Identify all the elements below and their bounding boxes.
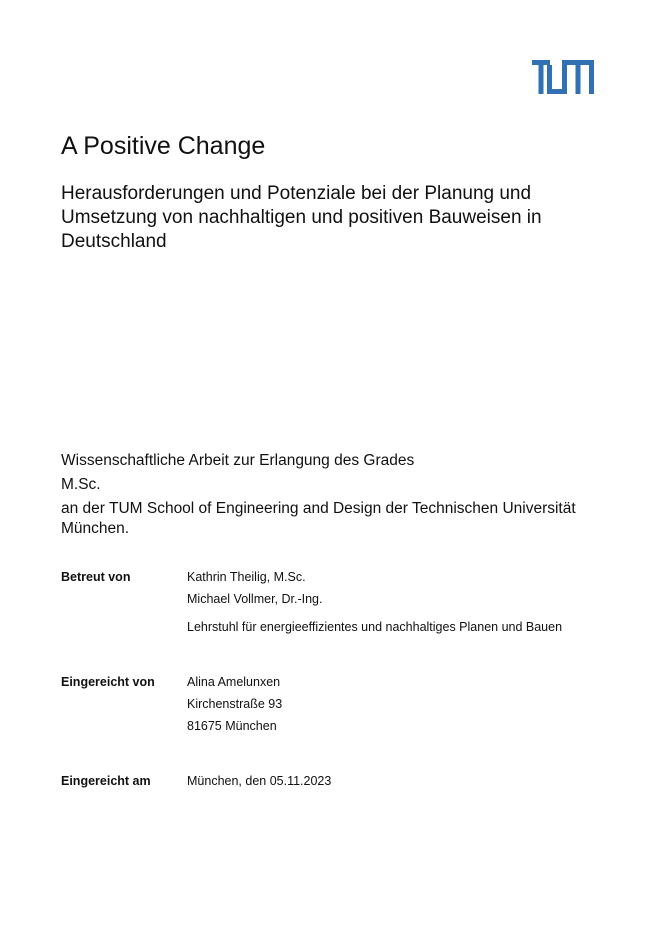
institution-line: München.: [61, 520, 130, 537]
submission-date-block: [187, 773, 607, 789]
submitted-by-label: Eingereicht von: [61, 675, 155, 689]
subtitle-line: Deutschland: [61, 231, 167, 252]
degree-name: M.Sc.: [61, 476, 101, 493]
tum-logo: [532, 60, 594, 94]
author-name: Alina Amelunxen: [187, 675, 281, 689]
supervised-label: Betreut von: [61, 570, 131, 584]
degree-purpose: Wissenschaftliche Arbeit zur Erlangung des Grades: [61, 452, 415, 469]
subtitle-line: Umsetzung von nachhaltigen und positiven Bauweisen in: [61, 207, 542, 228]
tum-logo-icon: [532, 60, 594, 94]
thesis-subtitle: [61, 182, 621, 254]
author-city: 81675 München: [187, 719, 277, 733]
subtitle-line: Herausforderungen und Potenziale bei der Planung und: [61, 183, 532, 204]
supervisor-2: Michael Vollmer, Dr.-Ing.: [187, 592, 323, 606]
submitted-on-label: Eingereicht am: [61, 774, 151, 788]
thesis-title: A Positive Change: [61, 132, 266, 160]
submission-date: München, den 05.11.2023: [187, 774, 332, 788]
degree-statement: [61, 451, 631, 539]
supervisors: [187, 569, 607, 635]
chair-name: Lehrstuhl für energieeffizientes und nachhaltiges Planen und Bauen: [187, 620, 563, 634]
author-street: Kirchenstraße 93: [187, 697, 283, 711]
supervisor-1: Kathrin Theilig, M.Sc.: [187, 570, 306, 584]
author-address: [187, 674, 607, 734]
institution-line: an der TUM School of Engineering and Design der Technischen Universität: [61, 500, 576, 517]
